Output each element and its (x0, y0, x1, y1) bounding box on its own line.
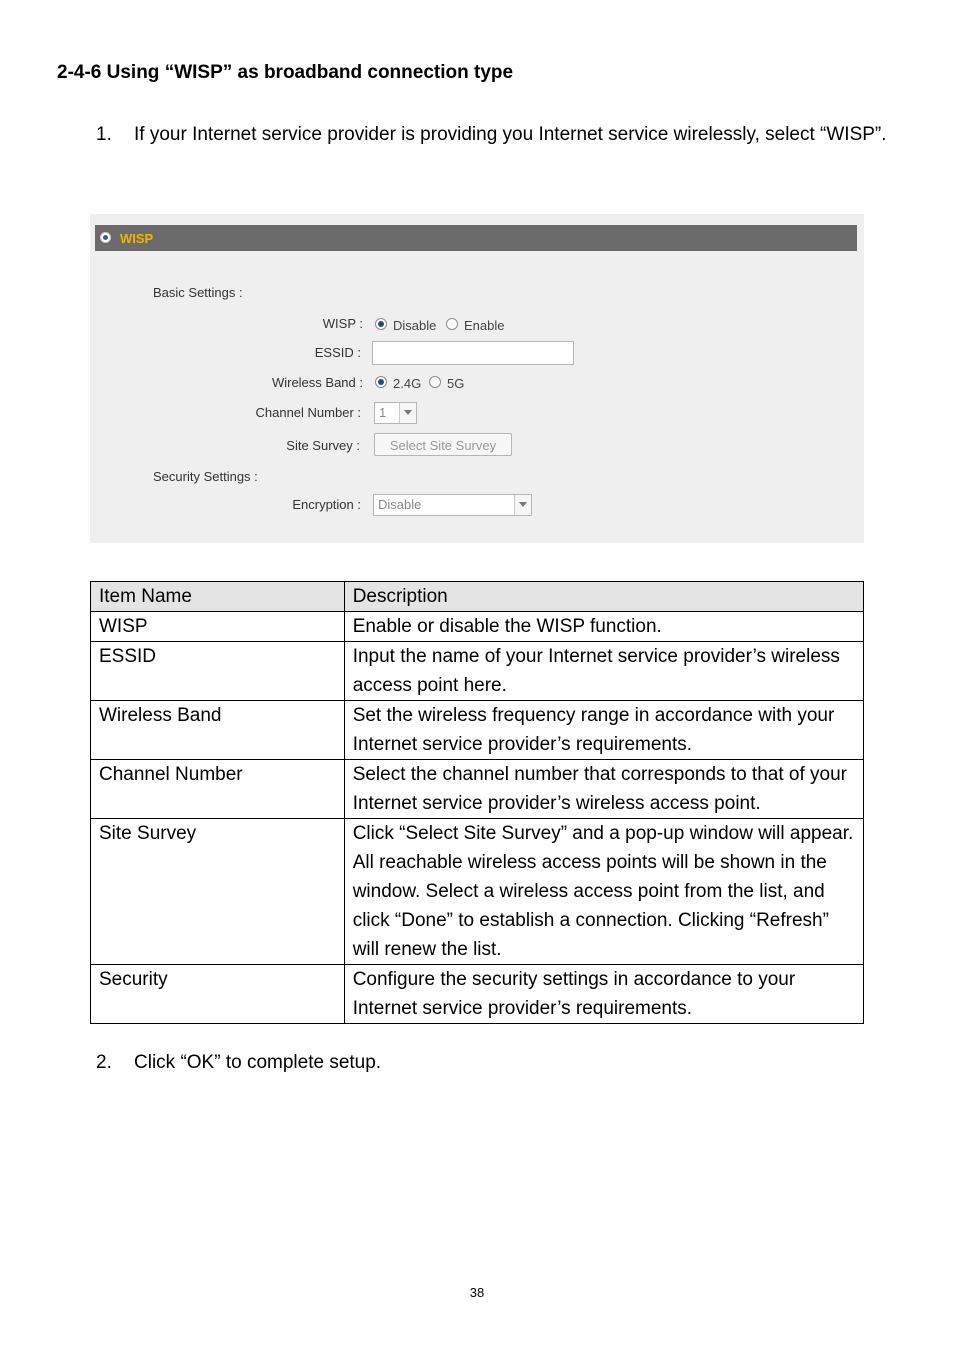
wisp-disable-label: Disable (393, 318, 437, 333)
section-heading: 2-4-6 Using “WISP” as broadband connection type (57, 62, 514, 83)
wisp-enable-label: Enable (464, 318, 505, 333)
step-2 (96, 1048, 696, 1078)
essid-input[interactable] (372, 341, 574, 365)
table-row (91, 642, 864, 701)
panel-header (95, 225, 857, 251)
table-row (91, 965, 864, 1024)
wisp-label: WISP : (322, 316, 363, 331)
band-24g-label: 2.4G (393, 376, 422, 391)
radio-selected-icon[interactable] (100, 232, 111, 243)
essid-label: ESSID : (314, 345, 361, 360)
step-number: 1. (96, 124, 112, 145)
wireless-band-label: Wireless Band : (271, 375, 363, 390)
select-site-survey-button[interactable]: Select Site Survey (374, 433, 512, 456)
table-row (91, 819, 864, 965)
description-cell: Enable or disable the WISP function. (344, 612, 863, 642)
encryption-select[interactable] (373, 494, 532, 516)
wisp-disable-radio[interactable] (375, 318, 387, 330)
description-cell: Configure the security settings in accordance to your Internet service provider’s requirements. (344, 965, 863, 1024)
item-name-cell: Security (91, 965, 345, 1024)
step-1 (96, 120, 896, 180)
wisp-settings-screenshot (90, 214, 864, 543)
description-cell: Input the name of your Internet service provider’s wireless access point here. (344, 642, 863, 701)
step-number: 2. (96, 1052, 112, 1073)
step-text: Click “OK” to complete setup. (134, 1052, 382, 1073)
description-cell: Select the channel number that corresponds to that of your Internet service provider’s wireless access point. (344, 760, 863, 819)
item-name-cell: ESSID (91, 642, 345, 701)
table-row (91, 701, 864, 760)
step-text: If your Internet service provider is providing you Internet service wirelessly, select “WISP”. (134, 124, 887, 145)
page-number: 38 (469, 1285, 485, 1300)
band-5g-label: 5G (447, 376, 465, 391)
band-24g-radio[interactable] (375, 376, 387, 388)
column-header-item-name: Item Name (91, 582, 345, 612)
item-name-cell: WISP (91, 612, 345, 642)
table-row (91, 612, 864, 642)
table-row (91, 760, 864, 819)
chevron-down-icon[interactable] (514, 495, 531, 515)
encryption-value: Disable (378, 497, 422, 512)
panel-title: WISP (120, 231, 154, 246)
site-survey-label: Site Survey : (286, 438, 360, 453)
description-cell: Set the wireless frequency range in accordance with your Internet service provider’s requirements. (344, 701, 863, 760)
basic-settings-label: Basic Settings : (153, 285, 243, 300)
security-settings-label: Security Settings : (153, 469, 258, 484)
band-5g-radio[interactable] (429, 376, 441, 388)
item-name-cell: Wireless Band (91, 701, 345, 760)
encryption-label: Encryption : (292, 497, 361, 512)
wisp-enable-radio[interactable] (446, 318, 458, 330)
description-cell: Click “Select Site Survey” and a pop-up window will appear. All reachable wireless access points will be shown in the window. Select a wireless access point from the list, and click “Done” to establish a connection. Clicking “Refresh” will renew the list. (344, 819, 863, 965)
item-name-cell: Site Survey (91, 819, 345, 965)
column-header-description: Description (344, 582, 863, 612)
channel-number-label: Channel Number : (255, 405, 361, 420)
table-header-row (91, 582, 864, 612)
channel-number-select[interactable] (374, 402, 417, 424)
item-description-table (90, 581, 864, 1024)
chevron-down-icon[interactable] (399, 403, 416, 423)
item-name-cell: Channel Number (91, 760, 345, 819)
channel-number-value: 1 (379, 405, 387, 420)
